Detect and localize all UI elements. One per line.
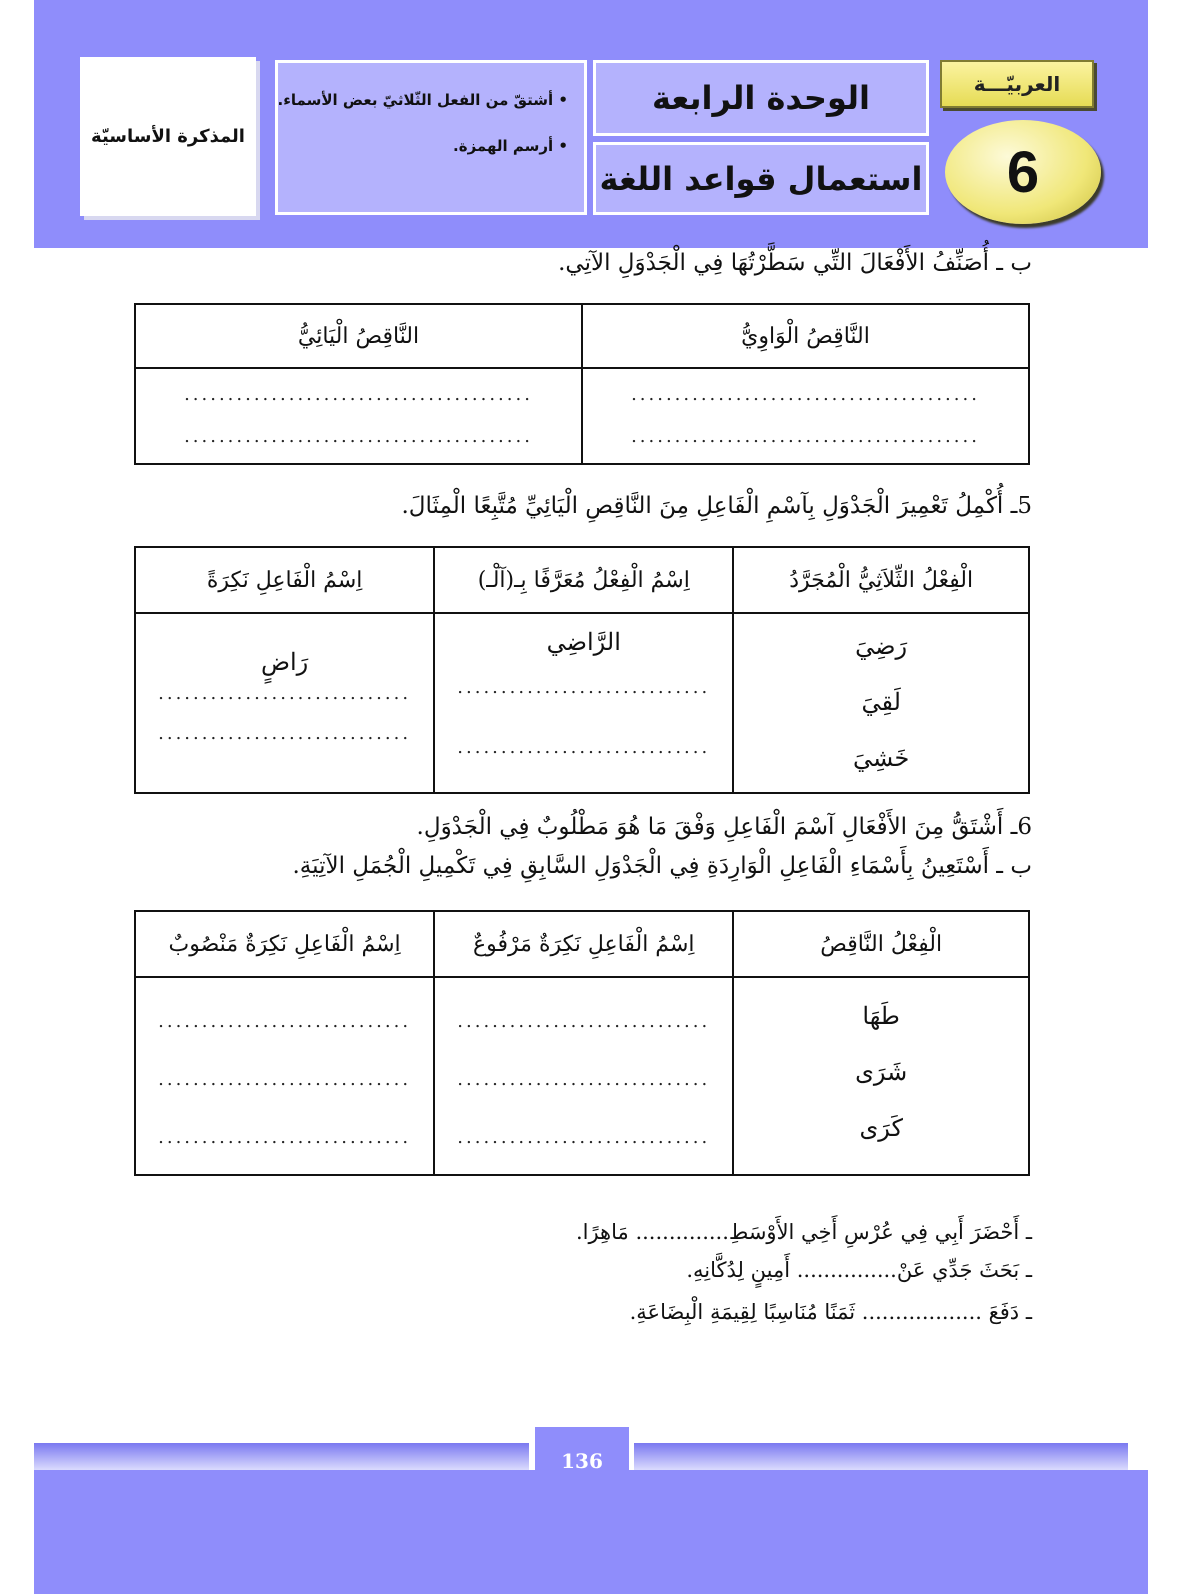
exercise-5-instruction: 5ـ أُكْمِلُ تَعْمِيرَ الْجَدْوَلِ بِآسْمِ الْفَاعِلِ مِنَ النَّاقِصِ الْيَائِيِّ مُتَّبِعًا الْمِثَالَ. [401,493,1032,519]
indefinite-cell[interactable] [135,613,434,793]
answer-line[interactable]: ............................. [158,724,412,744]
verbs-cell [733,977,1029,1175]
exercise-6b-instruction: ب ـ أَسْتَعِينُ بِأَسْمَاءِ الْفَاعِلِ الْوَارِدَةِ فِي الْجَدْوَلِ السَّابِقِ فِي تَكْمِيلِ الْجُمَلِ الآتِيَةِ. [292,853,1032,879]
answer-line[interactable]: ............................. [158,1128,412,1148]
exercise-b1-instruction: ب ـ أُصَنِّفُ الأَفْعَالَ التِّي سَطَّرْتُهَا فِي الْجَدْوَلِ الآتِي. [558,250,1032,276]
answer-line[interactable]: ............................. [457,1012,711,1032]
verbs-cell [733,613,1029,793]
answer-line[interactable]: ............................. [457,1070,711,1090]
page-number: 136 [535,1427,629,1495]
table-header-cell: اِسْمُ الْفَاعِلِ نَكِرَةً [135,547,434,613]
example-word: رَاضٍ [260,648,309,676]
answer-line[interactable]: ........................................ [631,427,980,447]
objective-item: • أشتقّ من الفعل الثّلاثيّ بعض الأسماء. [286,91,568,109]
objective-item: • أرسم الهمزة. [286,137,568,155]
example-word: الرَّاضِي [546,628,621,656]
sentence-item[interactable]: ـ بَحَثَ جَدِّي عَنْ............... أَمِينٍ لِدُكَّانِهِ. [686,1258,1032,1282]
memo-label: المذكرة الأساسيّة [80,57,256,216]
verb-word: طَهَا [862,1002,900,1030]
subject-tag: العربيّـــة [940,60,1094,108]
table-header-cell: اِسْمُ الْفَاعِلِ نَكِرَةٌ مَنْصُوبٌ [135,911,434,977]
unit-number-badge: 6 [945,120,1101,224]
verb-word: شَرَى [855,1058,908,1086]
table-header-cell: النَّاقِصُ الْيَائِيُّ [135,304,582,368]
answer-cell[interactable] [434,977,733,1175]
table-header-cell: اِسْمُ الْفِعْلُ مُعَرَّفًا بِـ(آلْـ) [434,547,733,613]
table-header-cell: اِسْمُ الْفَاعِلِ نَكِرَةٌ مَرْفُوعٌ [434,911,733,977]
answer-line[interactable]: ............................. [457,678,711,698]
lesson-title: استعمال قواعد اللغة [593,142,929,215]
definite-cell[interactable] [434,613,733,793]
verb-word: رَضِيَ [855,632,908,660]
footer-bar [634,1443,1128,1473]
answer-line[interactable]: ............................. [158,684,412,704]
verb-word: خَشِيَ [853,744,910,772]
exercise-6-instruction: 6ـ أَشْتَقُّ مِنَ الأَفْعَالِ آسْمَ الْفَاعِلِ وَفْقَ مَا هُوَ مَطْلُوبٌ فِي الْجَدْوَلِ. [416,814,1032,840]
answer-line[interactable]: ............................. [158,1012,412,1032]
classification-table [134,303,1030,465]
table-header-cell: النَّاقِصُ الْوَاوِيُّ [582,304,1029,368]
table-header-cell: الْفِعْلُ الثِّلاَثِيُّ الْمُجَرَّدُ [733,547,1029,613]
answer-cell[interactable] [135,977,434,1175]
answer-line[interactable]: ............................. [457,738,711,758]
table-header-cell: الْفِعْلُ النَّاقِصُ [733,911,1029,977]
answer-line[interactable]: ........................................ [184,427,533,447]
verb-word: لَقِيَ [861,688,901,716]
unit-title: الوحدة الرابعة [593,60,929,136]
answer-line[interactable]: ............................. [158,1070,412,1090]
answer-line[interactable]: ........................................ [184,385,533,405]
verb-word: كَرَى [859,1114,903,1142]
exercise-6-table [134,910,1030,1176]
answer-line[interactable]: ........................................ [631,385,980,405]
answer-line[interactable]: ............................. [457,1128,711,1148]
sentence-item[interactable]: ـ دَفَعَ .................. ثَمَنًا مُنَاسِبًا لِقِيمَةِ الْبِضَاعَةِ. [629,1300,1032,1324]
sentence-item[interactable]: ـ أَحْضَرَ أَبِي فِي عُرْسِ أَخِي الأَوْسَطِ.............. مَاهِرًا. [575,1220,1032,1244]
answer-cell[interactable] [582,368,1029,464]
exercise-5-table [134,546,1030,794]
answer-cell[interactable] [135,368,582,464]
objectives-box [275,60,587,215]
footer-bar [34,1443,529,1473]
